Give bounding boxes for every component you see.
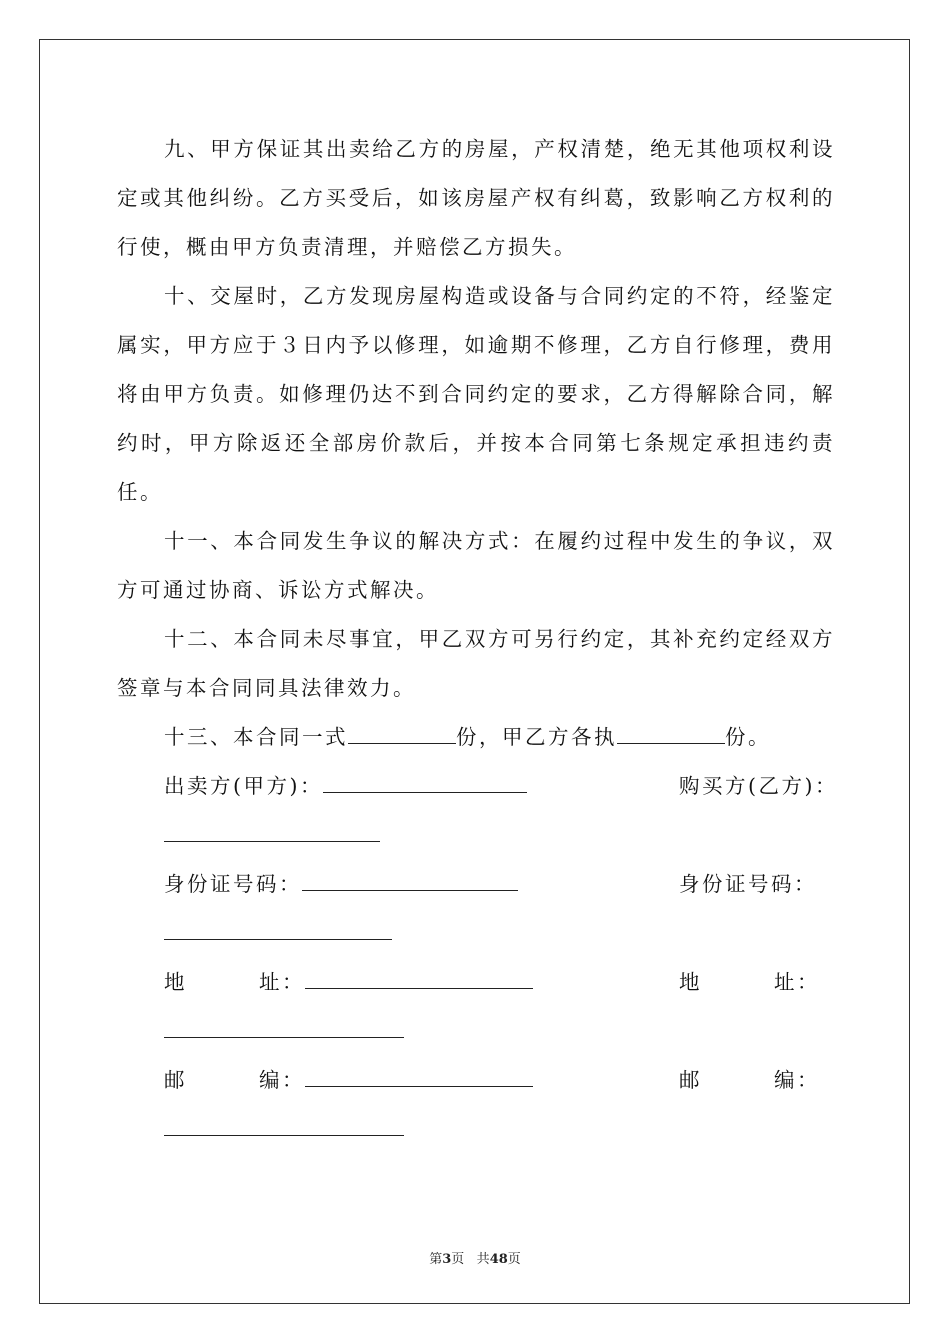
buyer-line-row (117, 811, 835, 860)
buyer-label: 购买方(乙方)： (679, 774, 838, 798)
page-footer (0, 1248, 950, 1267)
clause-13-part-a: 十三、本合同一式 (164, 725, 348, 749)
buyer-id-label: 身份证号码： (679, 872, 817, 896)
seller-row (117, 762, 838, 811)
buyer-zip-blank[interactable] (164, 1113, 404, 1136)
buyer-zip-line-row (117, 1105, 835, 1154)
buyer-zip-label (679, 1056, 820, 1105)
seller-blank[interactable] (323, 770, 527, 793)
seller-field (164, 762, 527, 811)
seller-address-blank[interactable] (305, 966, 533, 989)
clause-13 (117, 713, 835, 762)
address-row (117, 958, 835, 1007)
seller-zip-blank[interactable] (305, 1064, 533, 1087)
seller-label: 出卖方(甲方)： (164, 774, 323, 798)
clause-9: 九、甲方保证其出卖给乙方的房屋，产权清楚，绝无其他项权利设定或其他纠纷。乙方买受后，如该房屋产权有纠葛，致影响乙方权利的行使，概由甲方负责清理，并赔偿乙方损失。 (117, 137, 835, 259)
seller-address-char1: 地 (164, 970, 187, 994)
buyer-address-char2: 址： (774, 970, 820, 994)
footer-page-suffix: 页 (451, 1252, 465, 1267)
clause-13-part-b: 份，甲乙方各执 (456, 725, 617, 749)
seller-id-label: 身份证号码： (164, 872, 302, 896)
buyer-address-label (679, 958, 820, 1007)
seller-zip-char2: 编： (259, 1068, 305, 1092)
buyer-zip-char2: 编： (774, 1068, 820, 1092)
clause-11: 十一、本合同发生争议的解决方式：在履约过程中发生的争议，双方可通过协商、诉讼方式解决。 (117, 529, 835, 602)
seller-id-blank[interactable] (302, 868, 518, 891)
seller-address-field (164, 958, 533, 1007)
buyer-address-line-row (117, 1007, 835, 1056)
id-row (117, 860, 835, 909)
copies-total-blank[interactable] (348, 721, 456, 744)
copies-each-blank[interactable] (617, 721, 725, 744)
buyer-id-line-row (117, 909, 835, 958)
clause-10: 十、交屋时，乙方发现房屋构造或设备与合同约定的不符，经鉴定属实，甲方应于３日内予以修理，如逾期不修理，乙方自行修理，费用将由甲方负责。如修理仍达不到合同约定的要求，乙方得解除合同，解约时，甲方除返还全部房价款后，并按本合同第七条规定承担违约责任。 (117, 284, 835, 504)
buyer-zip-char1: 邮 (679, 1068, 702, 1092)
buyer-address-blank[interactable] (164, 1015, 404, 1038)
clause-13-part-c: 份。 (725, 725, 771, 749)
footer-total-suffix: 页 (507, 1252, 521, 1267)
seller-zip-field (164, 1056, 533, 1105)
zip-row (117, 1056, 835, 1105)
buyer-blank[interactable] (164, 819, 380, 842)
seller-id-field (164, 860, 518, 909)
footer-total-pages: 48 (489, 1252, 508, 1267)
footer-total-prefix: 共 (476, 1252, 490, 1267)
contract-body (117, 125, 838, 1154)
buyer-address-char1: 地 (679, 970, 702, 994)
seller-address-char2: 址： (259, 970, 305, 994)
clause-12: 十二、本合同未尽事宜，甲乙双方可另行约定，其补充约定经双方签章与本合同同具法律效力。 (117, 627, 835, 700)
seller-zip-char1: 邮 (164, 1068, 187, 1092)
buyer-id-blank[interactable] (164, 917, 392, 940)
footer-prefix: 第 (429, 1252, 443, 1267)
footer-page-number: 3 (442, 1252, 452, 1267)
